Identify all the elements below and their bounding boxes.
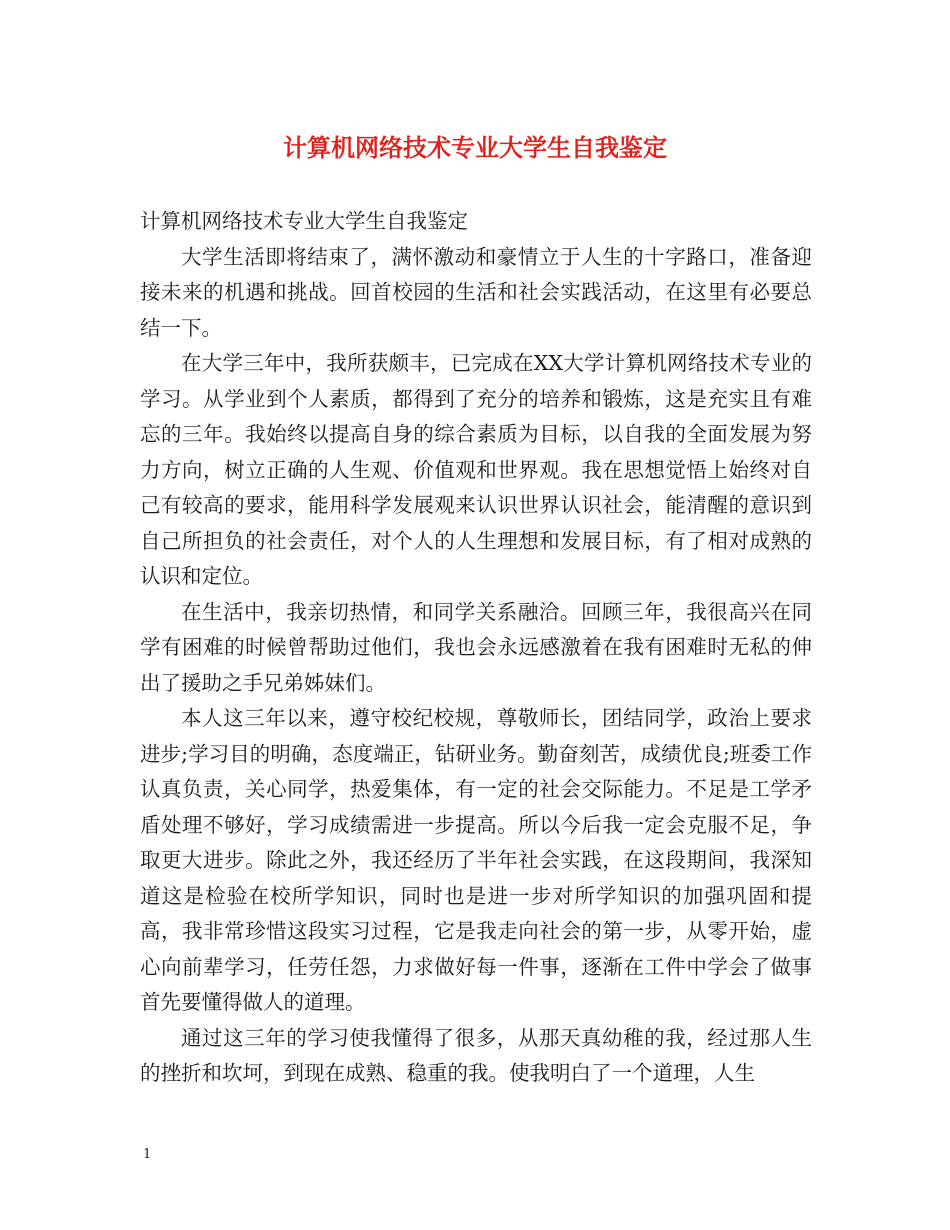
paragraph-5: 通过这三年的学习使我懂得了很多，从那天真幼稚的我，经过那人生的挫折和坎坷，到现在成熟、稳重的我。使我明白了一个道理，人生 <box>140 1025 812 1085</box>
document-title: 计算机网络技术专业大学生自我鉴定 <box>283 133 667 162</box>
document-subtitle: 计算机网络技术专业大学生自我鉴定 <box>140 209 468 233</box>
document-body <box>140 204 812 1092</box>
paragraph-3: 在生活中，我亲切热情，和同学关系融洽。回顾三年，我很高兴在同学有困难的时候曾帮助过他们，我也会永远感激着在我有困难时无私的伸出了援助之手兄弟姊妹们。 <box>140 599 812 695</box>
paragraph-2: 在大学三年中，我所获颇丰，已完成在XX大学计算机网络技术专业的学习。从学业到个人素质，都得到了充分的培养和锻炼，这是充实且有难忘的三年。我始终以提高自身的综合素质为目标，以自我的全面发展为努力方向，树立正确的人生观、价值观和世界观。我在思想觉悟上始终对自己有较高的要求，能用科学发展观来认识世界认识社会，能清醒的意识到自己所担负的社会责任，对个人的人生理想和发展目标，有了相对成熟的认识和定位。 <box>140 351 812 588</box>
page-number: 1 <box>143 1147 152 1162</box>
paragraph-4: 本人这三年以来，遵守校纪校规，尊敬师长，团结同学，政治上要求进步;学习目的明确，态度端正，钻研业务。勤奋刻苦，成绩优良;班委工作认真负责，关心同学，热爱集体，有一定的社会交际能力。不足是工学矛盾处理不够好，学习成绩需进一步提高。所以今后我一定会克服不足，争取更大进步。除此之外，我还经历了半年社会实践，在这段期间，我深知道这是检验在校所学知识，同时也是进一步对所学知识的加强巩固和提高，我非常珍惜这段实习过程，它是我走向社会的第一步，从零开始，虚心向前辈学习，任劳任怨，力求做好每一件事，逐渐在工件中学会了做事首先要懂得做人的道理。 <box>140 706 812 1014</box>
paragraph-1: 大学生活即将结束了，满怀激动和豪情立于人生的十字路口，准备迎接未来的机遇和挑战。回首校园的生活和社会实践活动，在这里有必要总结一下。 <box>140 244 812 340</box>
